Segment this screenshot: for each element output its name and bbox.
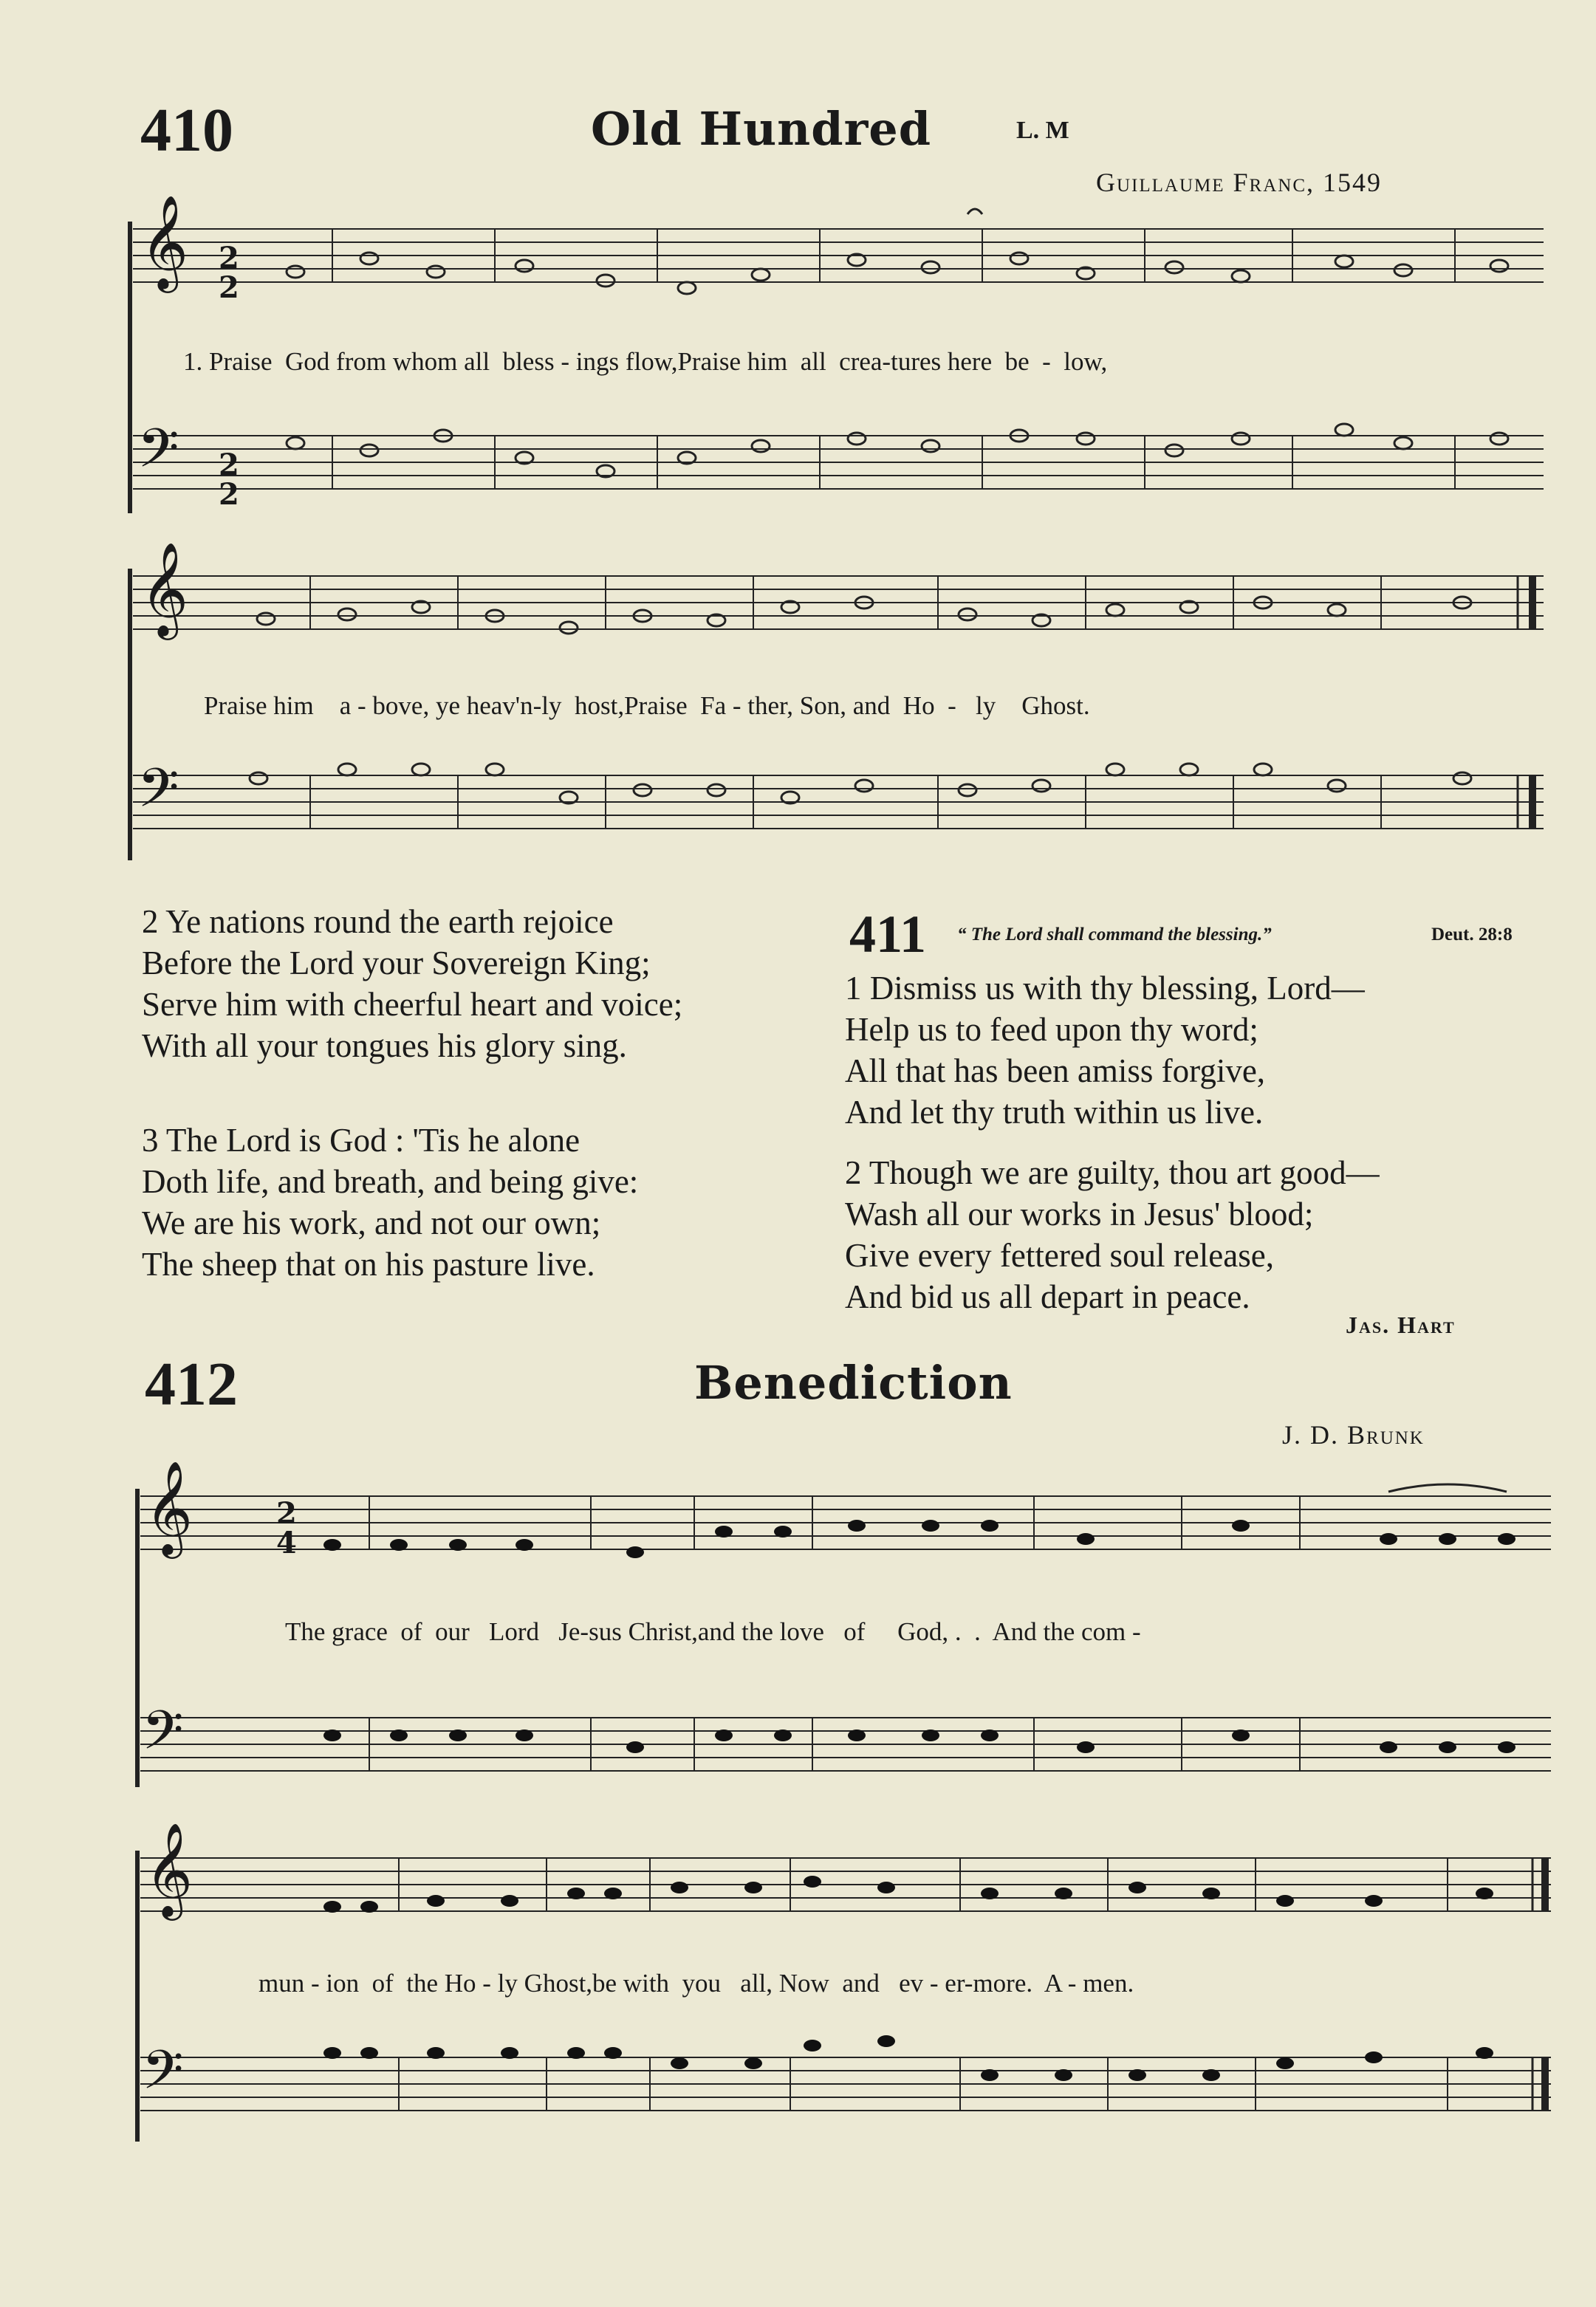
verse-line: And bid us all depart in peace.	[845, 1278, 1250, 1315]
bass-clef-icon: 𝄢	[137, 417, 179, 493]
staff-treble-412-system-2	[133, 1846, 1551, 1964]
time-signature-410-bass: 2 2	[219, 448, 239, 512]
treble-clef-icon: 𝄞	[140, 541, 189, 636]
hymn-number-410: 410	[140, 96, 233, 165]
staff-treble-412-system-1	[133, 1484, 1551, 1602]
staff-bass-412-system-2	[133, 2038, 1551, 2164]
verse-line: All that has been amiss forgive,	[845, 1052, 1266, 1089]
time-signature-412	[276, 1496, 297, 1560]
verse-line: Help us to feed upon thy word;	[845, 1011, 1258, 1048]
time-signature-bottom: 4	[276, 1526, 297, 1560]
bass-clef-icon: 𝄢	[137, 756, 179, 832]
verse-line: 2 Though we are guilty, thou art good—	[845, 1154, 1380, 1191]
staff-bass-412-system-1	[133, 1698, 1551, 1824]
hymn-411-author: Jas. Hart	[1346, 1312, 1456, 1338]
verse-line: With all your tongues his glory sing.	[142, 1027, 627, 1064]
bass-clef-icon: 𝄢	[142, 1698, 184, 1775]
staff-treble-system-2	[126, 569, 1544, 672]
treble-clef-icon: 𝄞	[145, 1822, 193, 1916]
lyrics-410-line-1: 1. Praise God from whom all bless - ings flow,Praise him all crea-tures here be - low,	[183, 347, 1108, 376]
staff-treble-system-1	[126, 222, 1544, 325]
treble-clef-icon: 𝄞	[140, 194, 189, 289]
staff-bass-system-2	[126, 768, 1544, 871]
hymn-number-411: 411	[849, 905, 927, 964]
composer-credit-412: J. D. Brunk	[1282, 1420, 1425, 1450]
lyrics-412-line-2: mun - ion of the Ho - ly Ghost,be with you all, Now and ev - er-more. A - men.	[258, 1969, 1134, 1998]
verse-line: 3 The Lord is God : 'Tis he alone	[142, 1122, 580, 1159]
stanza-3	[142, 1120, 806, 1285]
hymn-title-old-hundred: Old Hundred	[591, 102, 932, 156]
bass-clef-icon: 𝄢	[142, 2038, 184, 2114]
verse-line: Doth life, and breath, and being give:	[142, 1163, 639, 1200]
hymn-title-benediction: Benediction	[694, 1356, 1013, 1410]
verse-line: The sheep that on his pasture live.	[142, 1246, 595, 1283]
verse-line: Serve him with cheerful heart and voice;	[142, 986, 683, 1023]
time-signature-410: 2 2	[219, 241, 239, 305]
composer-credit: Guillaume Franc, 1549	[1096, 168, 1383, 197]
lyrics-412-line-1: The grace of our Lord Je-sus Christ,and the love of God, . . And the com -	[285, 1617, 1141, 1646]
staff-bass-system-1	[126, 428, 1544, 532]
meter-label: L. M	[1016, 117, 1069, 144]
hymn-number-412: 412	[145, 1350, 238, 1419]
verse-line: And let thy truth within us live.	[845, 1094, 1264, 1131]
verse-line: 2 Ye nations round the earth rejoice	[142, 903, 614, 940]
scripture-reference: Deut. 28:8	[1431, 925, 1513, 945]
verse-line: 1 Dismiss us with thy blessing, Lord—	[845, 970, 1365, 1007]
hymn-411-stanzas	[845, 967, 1554, 1344]
stanza-1	[845, 967, 1554, 1133]
verse-line: Wash all our works in Jesus' blood;	[845, 1196, 1314, 1233]
stanza-2	[845, 1152, 1554, 1317]
verse-line: We are his work, and not our own;	[142, 1204, 601, 1241]
scripture-quote: “ The Lord shall command the blessing.”	[957, 925, 1272, 945]
time-signature-top: 2	[276, 1496, 297, 1531]
verse-line: Before the Lord your Sovereign King;	[142, 945, 651, 981]
treble-clef-icon: 𝄞	[145, 1460, 193, 1554]
hymn-410-stanzas	[142, 901, 806, 1312]
stanza-2	[142, 901, 806, 1066]
verse-line: Give every fettered soul release,	[845, 1237, 1274, 1274]
lyrics-410-line-2: Praise him a - bove, ye heav'n-ly host,Praise Fa - ther, Son, and Ho - ly Ghost.	[204, 691, 1090, 720]
